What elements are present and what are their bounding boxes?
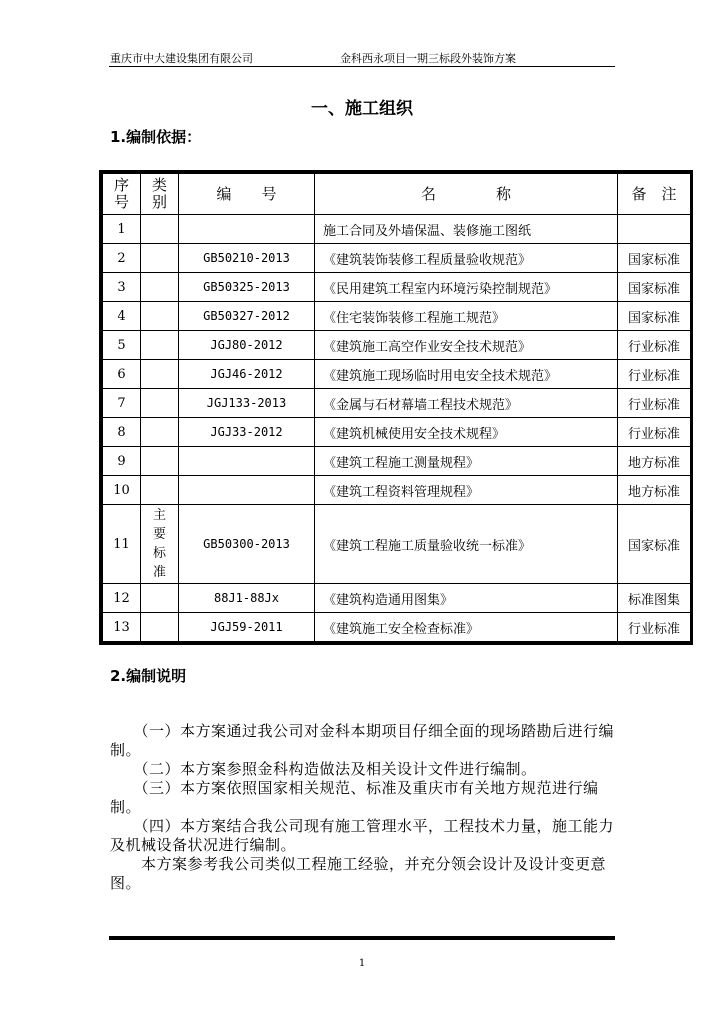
header-name: 名 称 [315,174,618,215]
note-paragraph: （四）本方案结合我公司现有施工管理水平，工程技术力量，施工能力及机械设备状况进行编制。 [110,817,615,854]
table-row: 13 JGJ59-2011 《建筑施工安全检查标准》 行业标准 [103,613,691,642]
note-paragraph: （二）本方案参照金科构造做法及相关设计文件进行编制。 [110,760,537,778]
table-row: 12 88J1-88Jx 《建筑构造通用图集》 标准图集 [103,584,691,613]
table-row: 7 JGJ133-2013 《金属与石材幕墙工程技术规范》 行业标准 [103,389,691,418]
notes-body [110,722,616,893]
header-note: 备 注 [618,174,691,215]
table-row: 10 《建筑工程资料管理规程》 地方标准 [103,476,691,505]
table-header-row [103,174,691,215]
category-label: 主 要 标 准 [141,505,179,584]
note-paragraph: （三）本方案依照国家相关规范、标准及重庆市有关地方规范进行编制。 [110,779,599,816]
standards-table [99,170,693,645]
header-seq: 序 号 [103,174,141,215]
header-company: 重庆市中大建设集团有限公司 [110,52,253,65]
table-row: 11 主 要 标 准 GB50300-2013 《建筑工程施工质量验收统一标准》 国家标准 [103,505,691,584]
header-category: 类 别 [141,174,179,215]
page-title: 一、施工组织 [311,99,413,119]
section-heading-basis: 1.编制依据： [110,128,202,146]
header-project: 金科西永项目一期三标段外装饰方案 [340,52,516,65]
table-row: 3 GB50325-2013 《民用建筑工程室内环境污染控制规范》 国家标准 [103,273,691,302]
table-row: 4 GB50327-2012 《住宅装饰装修工程施工规范》 国家标准 [103,302,691,331]
table-row: 8 JGJ33-2012 《建筑机械使用安全技术规程》 行业标准 [103,418,691,447]
note-paragraph: 本方案参考我公司类似工程施工经验，并充分领会设计及设计变更意图。 [110,855,607,892]
page-number: 1 [358,958,366,969]
note-paragraph: （一）本方案通过我公司对金科本期项目仔细全面的现场踏勘后进行编制。 [110,722,615,759]
table-row: 5 JGJ80-2012 《建筑施工高空作业安全技术规范》 行业标准 [103,331,691,360]
table-row: 1 施工合同及外墙保温、装修施工图纸 [103,215,691,244]
table-row: 9 《建筑工程施工测量规程》 地方标准 [103,447,691,476]
header-code: 编 号 [179,174,315,215]
section-heading-notes: 2.编制说明 [110,667,187,685]
footer-rule [109,936,615,940]
header-rule [109,66,615,67]
table-row: 6 JGJ46-2012 《建筑施工现场临时用电安全技术规范》 行业标准 [103,360,691,389]
table-row: 2 GB50210-2013 《建筑装饰装修工程质量验收规范》 国家标准 [103,244,691,273]
